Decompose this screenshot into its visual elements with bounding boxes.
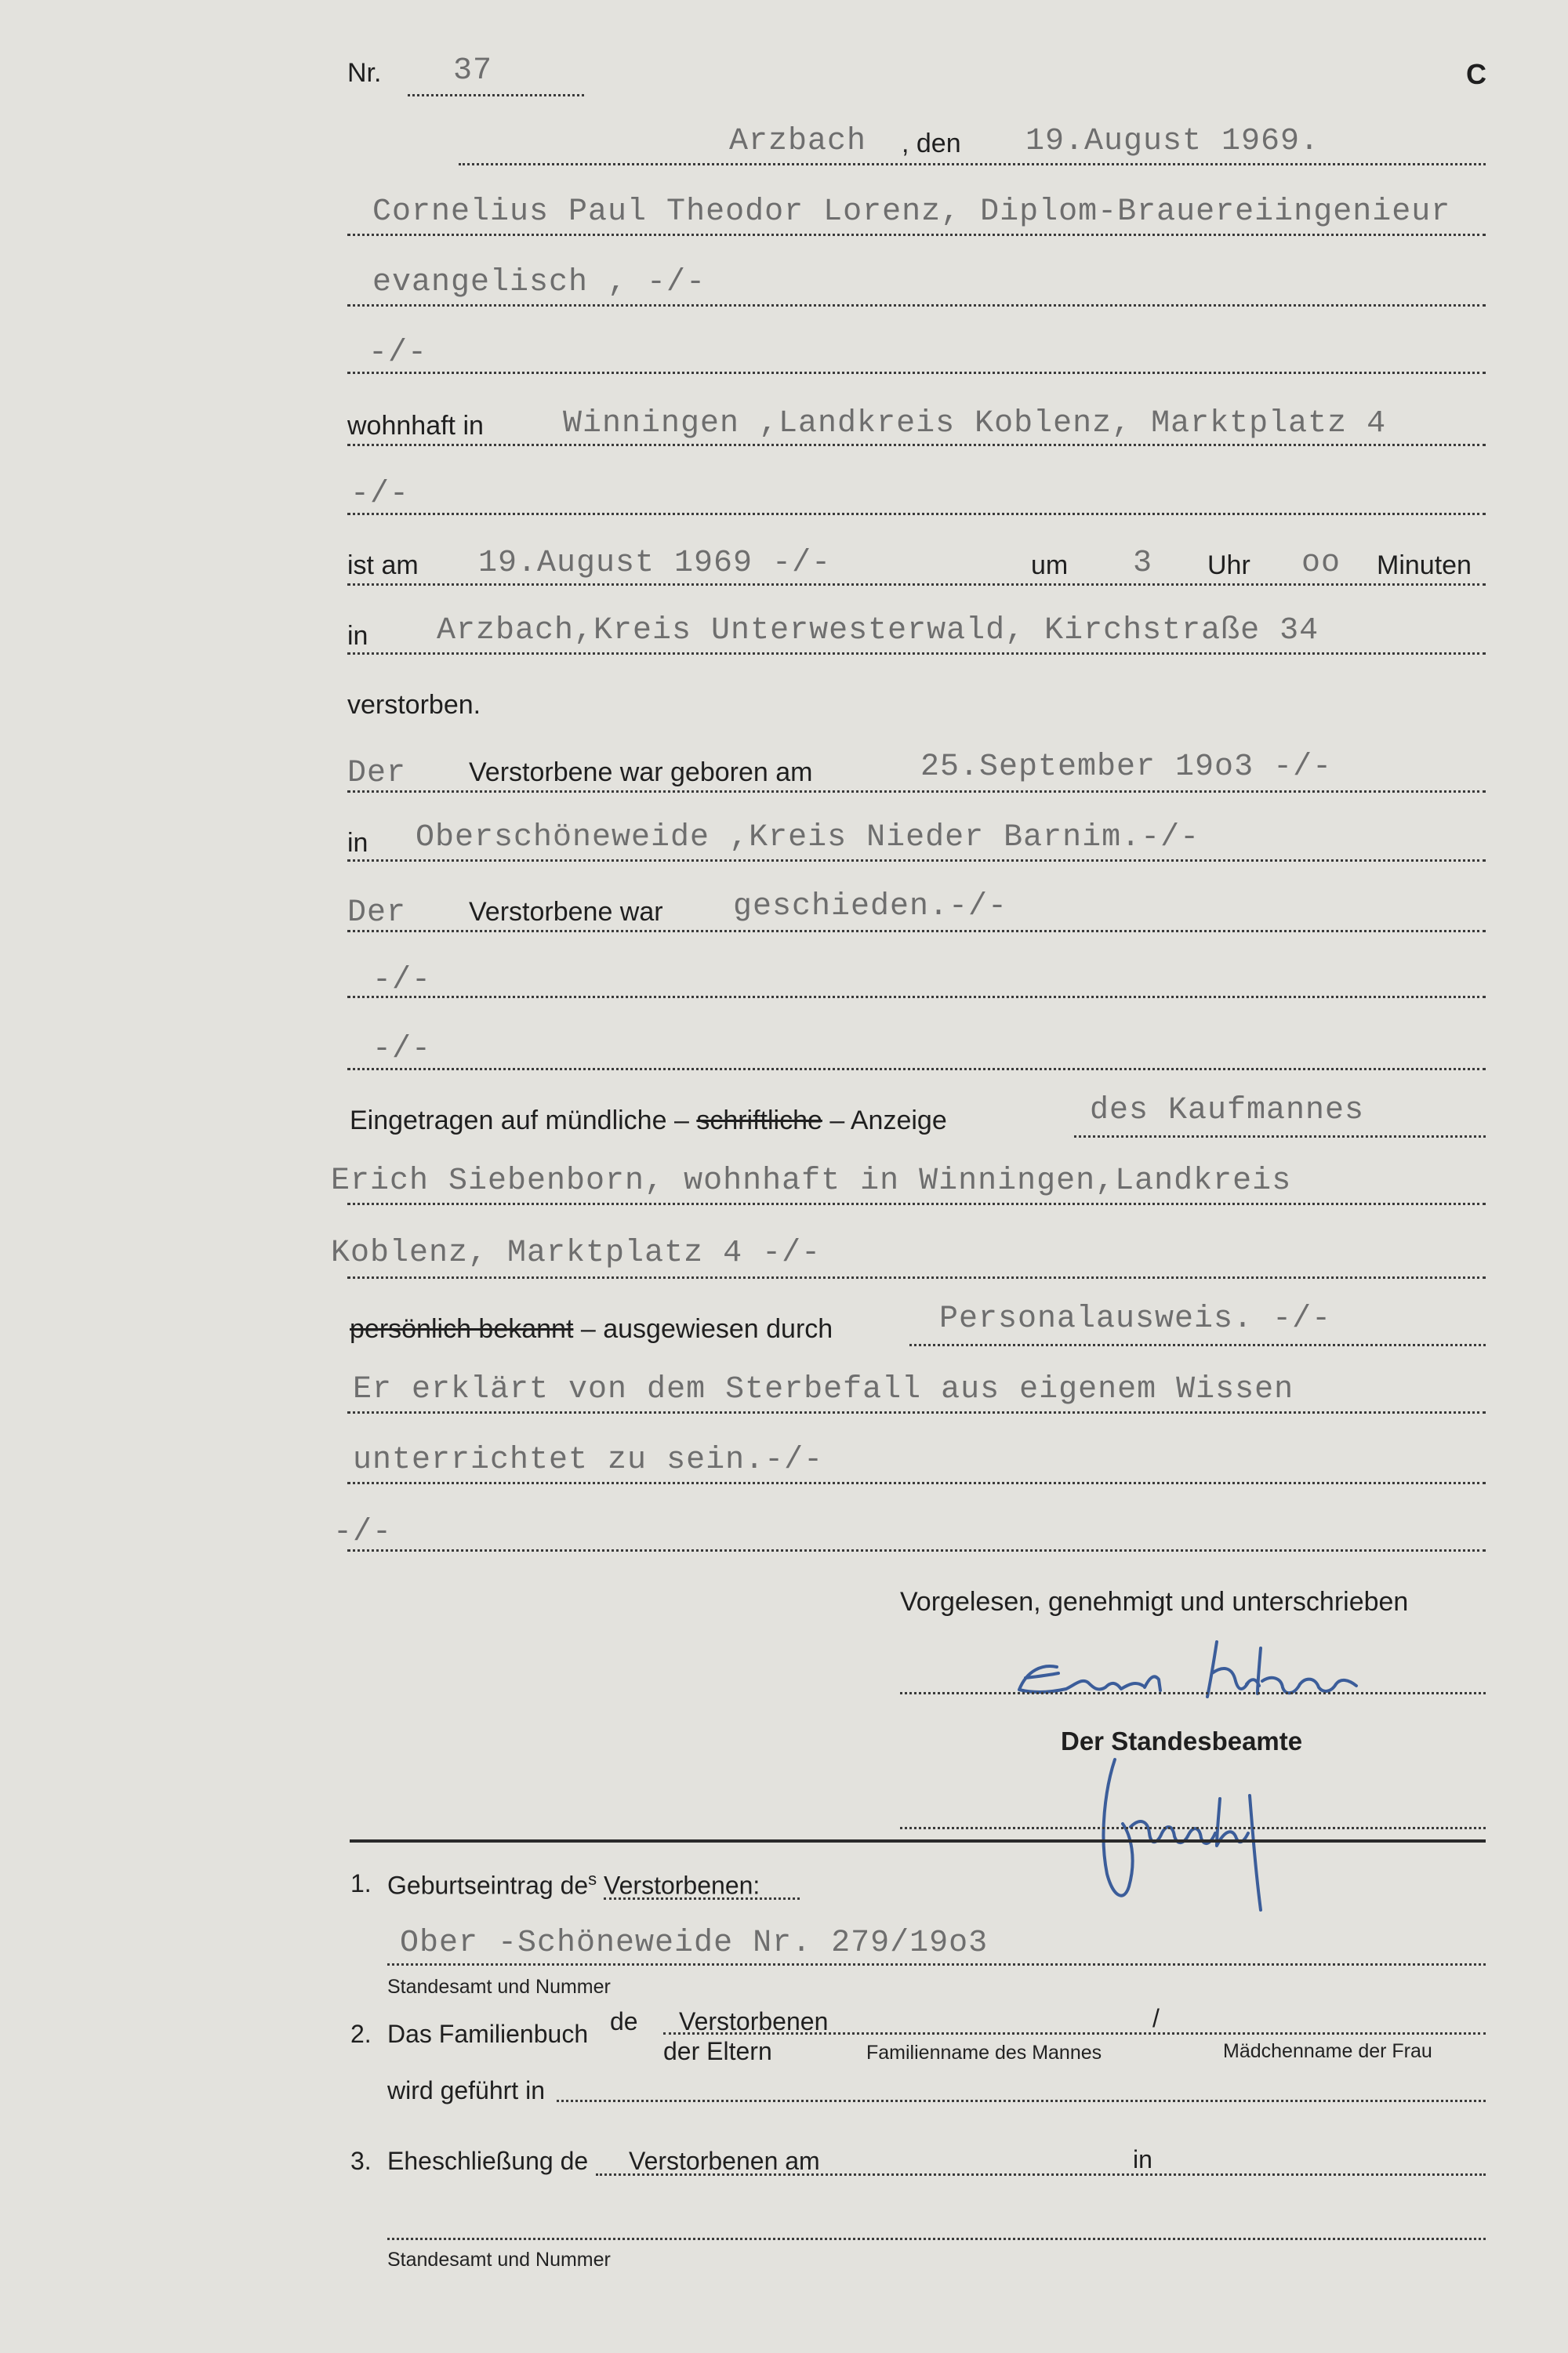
verstorben-label: verstorben. — [347, 690, 481, 720]
registrar-label: Der Standesbeamte — [1061, 1727, 1303, 1756]
read-approved-label: Vorgelesen, genehmigt und unterschrieben — [900, 1587, 1409, 1617]
standesamt-label-2: Standesamt und Nummer — [387, 2249, 611, 2271]
item3-verstorbenen-am: Verstorbenen am — [629, 2147, 820, 2175]
registration-label: Eingetragen auf mündliche – schriftliche – Anzeige — [350, 1106, 947, 1135]
death-minutes: oo — [1301, 546, 1341, 581]
registrar-signature — [1082, 1748, 1317, 1921]
item3-in: in — [1133, 2145, 1152, 2173]
residence: Winningen ,Landkreis Koblenz, Marktplatz 4 — [563, 406, 1387, 441]
record-date: 19.August 1969. — [1025, 124, 1320, 159]
uhr-label: Uhr — [1207, 550, 1250, 580]
item2-number: 2. — [350, 2020, 372, 2048]
item2-label: Das Familienbuch — [387, 2020, 589, 2048]
item2-slash: / — [1152, 2004, 1160, 2032]
religion: evangelisch , -/- — [372, 265, 706, 300]
der-typed: Der — [347, 756, 407, 791]
item2-label-2: wird geführt in — [387, 2076, 545, 2104]
informant-signature — [1011, 1615, 1419, 1709]
death-place: Arzbach,Kreis Unterwesterwald, Kirchstraße 34 — [437, 613, 1319, 648]
birth-place: Oberschöneweide ,Kreis Nieder Barnim.-/- — [416, 820, 1200, 855]
death-date: 19.August 1969 -/- — [478, 546, 832, 581]
status-line-3: -/- — [372, 1032, 432, 1067]
geboren-label: Verstorbene war geboren am — [469, 757, 813, 787]
item1-number: 1. — [350, 1869, 372, 1897]
in-label: in — [347, 621, 368, 651]
statement-line-3: -/- — [333, 1515, 393, 1550]
extra-line: -/- — [368, 336, 428, 371]
birth-register-entry: Ober -Schöneweide Nr. 279/19o3 — [400, 1926, 989, 1961]
statement-line-2: unterrichtet zu sein.-/- — [353, 1443, 824, 1478]
residence-continued: -/- — [350, 477, 410, 512]
marital-status: geschieden.-/- — [733, 889, 1008, 924]
standesamt-label: Standesamt und Nummer — [387, 1976, 611, 1998]
den-label: , den — [902, 129, 961, 158]
nr-label: Nr. — [347, 58, 382, 88]
statement-line-1: Er erklärt von dem Sterbefall aus eigenem Wissen — [353, 1372, 1294, 1407]
minuten-label: Minuten — [1377, 550, 1472, 580]
item2-option-verstorbenen: Verstorbenen — [679, 2007, 829, 2035]
residence-label: wohnhaft in — [347, 411, 484, 441]
birth-date: 25.September 19o3 -/- — [920, 750, 1333, 785]
item2-de: de — [610, 2007, 638, 2035]
place-of-record: Arzbach — [729, 124, 867, 159]
wife-maiden-name-label: Mädchenname der Frau — [1223, 2040, 1432, 2062]
record-number: 37 — [453, 53, 493, 89]
identification-label: persönlich bekannt – ausgewiesen durch — [350, 1314, 833, 1344]
status-line-2: -/- — [372, 963, 432, 998]
um-label: um — [1031, 550, 1069, 580]
id-document: Personalausweis. -/- — [939, 1302, 1332, 1337]
death-hour: 3 — [1133, 546, 1153, 581]
informant-line-3: Koblenz, Marktplatz 4 -/- — [331, 1236, 822, 1271]
item3-number: 3. — [350, 2147, 372, 2175]
item2-option-eltern: der Eltern — [663, 2037, 772, 2065]
ist-am-label: ist am — [347, 550, 419, 580]
deceased-name: Cornelius Paul Theodor Lorenz, Diplom-Brauereiingenieur — [372, 194, 1451, 230]
informant-line-1: des Kaufmannes — [1090, 1093, 1365, 1128]
war-label: Verstorbene war — [469, 897, 663, 927]
struck-schriftliche: schriftliche — [696, 1106, 822, 1135]
item3-label: Eheschließung de — [387, 2147, 589, 2175]
informant-line-2: Erich Siebenborn, wohnhaft in Winningen,Landkreis — [331, 1164, 1292, 1199]
der-typed-2: Der — [347, 895, 407, 931]
item1-label: Geburtseintrag $de^s$ Verstorbenen: — [387, 1869, 760, 1900]
form-letter: C — [1466, 58, 1486, 90]
struck-persoenlich-bekannt: persönlich bekannt — [350, 1314, 574, 1344]
husband-surname-label: Familienname des Mannes — [866, 2042, 1102, 2064]
birth-in-label: in — [347, 828, 368, 858]
